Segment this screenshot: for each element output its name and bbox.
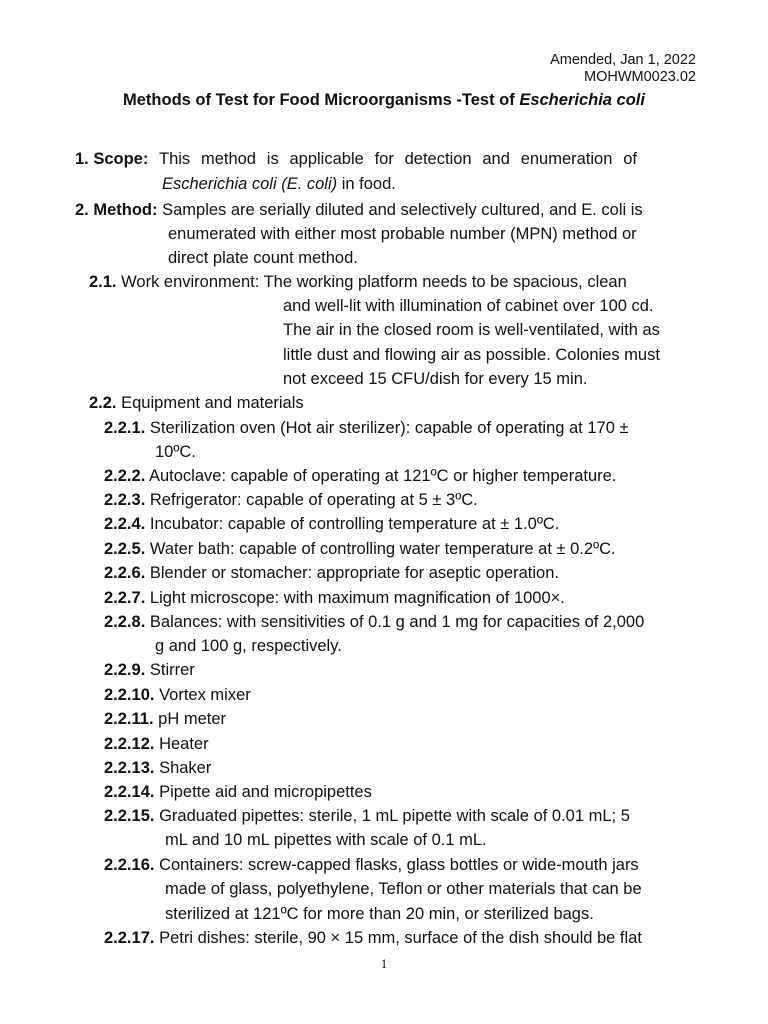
item-number: 2.2.3.	[104, 491, 146, 509]
page-title	[0, 91, 768, 110]
scope-line-1	[159, 150, 637, 169]
scope-word: of	[623, 150, 637, 168]
item-text: Balances: with sensitivities of 0.1 g and 1 mg for capacities of 2,000	[149, 613, 645, 631]
list-item	[104, 735, 209, 754]
section-2-1-line-5: not exceed 15 CFU/dish for every 15 min.	[283, 370, 588, 388]
scope-word: enumeration	[520, 150, 613, 168]
list-item	[104, 419, 629, 438]
item-number: 2.2.11.	[104, 710, 154, 728]
item-number: 2.2.16.	[104, 856, 155, 874]
item-continuation: g and 100 g, respectively.	[155, 637, 342, 655]
title-italic: Escherichia coli	[519, 91, 645, 109]
scope-word: detection	[404, 150, 472, 168]
list-item	[104, 661, 195, 680]
scope-word: and	[482, 150, 510, 168]
item-text: Containers: screw-capped flasks, glass bottles or wide-mouth jars	[159, 856, 639, 874]
item-number: 2.2.15.	[104, 807, 155, 825]
scope-word: applicable	[289, 150, 364, 168]
scope-organism: Escherichia coli (E. coli)	[162, 175, 338, 193]
list-item	[104, 589, 565, 608]
item-text: Shaker	[159, 759, 212, 777]
scope-label: 1. Scope:	[75, 150, 149, 168]
item-number: 2.2.17.	[104, 929, 155, 947]
section-2-1-line-4: little dust and flowing air as possible. Colonies must	[283, 346, 660, 364]
item-text: Graduated pipettes: sterile, 1 mL pipette with scale of 0.01 mL; 5	[159, 807, 630, 825]
item-number: 2.2.7.	[104, 589, 146, 607]
list-item	[104, 710, 226, 729]
item-continuation: 10ºC.	[155, 443, 196, 461]
item-text: Blender or stomacher: appropriate for aseptic operation.	[149, 564, 559, 582]
item-text: Heater	[159, 735, 209, 753]
list-item	[104, 807, 630, 826]
item-text: Autoclave: capable of operating at 121ºC or higher temperature.	[148, 467, 617, 485]
method-line-1: Samples are serially diluted and selectively cultured, and E. coli is	[162, 201, 643, 219]
list-item	[104, 467, 616, 486]
item-text: Vortex mixer	[159, 686, 251, 704]
method-section	[75, 201, 643, 220]
method-label: 2. Method:	[75, 201, 158, 219]
scope-line-2-text: in food.	[337, 175, 396, 193]
scope-section	[75, 150, 148, 169]
item-text: Water bath: capable of controlling water temperature at ± 0.2ºC.	[149, 540, 616, 558]
section-2-1-line-2: and well-lit with illumination of cabinet over 100 cd.	[283, 297, 654, 315]
item-number: 2.2.8.	[104, 613, 146, 631]
item-number: 2.2.2.	[104, 467, 146, 485]
list-item	[104, 491, 478, 510]
page-number: 1	[380, 956, 388, 971]
list-item	[104, 686, 251, 705]
item-number: 2.2.4.	[104, 515, 146, 533]
item-text: Incubator: capable of controlling temperature at ± 1.0ºC.	[149, 515, 560, 533]
section-2-2	[89, 394, 304, 413]
item-text: Petri dishes: sterile, 90 × 15 mm, surface of the dish should be flat	[159, 929, 642, 947]
list-item	[104, 856, 639, 875]
scope-line-2	[162, 175, 396, 194]
item-continuation: mL and 10 mL pipettes with scale of 0.1 mL.	[165, 831, 487, 849]
section-2-1-line-1: Work environment: The working platform needs to be spacious, clean	[121, 273, 627, 291]
section-2-2-title: Equipment and materials	[121, 394, 304, 412]
item-number: 2.2.1.	[104, 419, 146, 437]
list-item	[104, 929, 642, 948]
scope-word: This	[159, 150, 191, 168]
section-2-2-number: 2.2.	[89, 394, 117, 412]
item-continuation: sterilized at 121ºC for more than 20 min, or sterilized bags.	[165, 905, 594, 923]
item-number: 2.2.14.	[104, 783, 155, 801]
list-item	[104, 564, 559, 583]
item-number: 2.2.5.	[104, 540, 146, 558]
list-item	[104, 783, 372, 802]
list-item	[104, 515, 559, 534]
item-text: Refrigerator: capable of operating at 5 ± 3ºC.	[149, 491, 478, 509]
list-item	[104, 540, 616, 559]
method-line-2: enumerated with either most probable number (MPN) method or	[168, 225, 637, 243]
list-item	[104, 613, 644, 632]
document-code: MOHWM0023.02	[583, 69, 696, 85]
item-number: 2.2.10.	[104, 686, 155, 704]
section-2-1-line-3: The air in the closed room is well-ventilated, with as	[283, 321, 660, 339]
scope-word: for	[374, 150, 394, 168]
scope-word: is	[266, 150, 279, 168]
item-text: Pipette aid and micropipettes	[159, 783, 372, 801]
method-line-3: direct plate count method.	[168, 249, 358, 267]
item-text: Light microscope: with maximum magnification of 1000×.	[149, 589, 565, 607]
item-text: Sterilization oven (Hot air sterilizer): capable of operating at 170 ±	[149, 419, 629, 437]
item-continuation: made of glass, polyethylene, Teflon or other materials that can be	[165, 880, 642, 898]
section-2-1-number: 2.1.	[89, 273, 117, 291]
amended-date: Amended, Jan 1, 2022	[550, 52, 696, 68]
item-number: 2.2.9.	[104, 661, 146, 679]
item-number: 2.2.12.	[104, 735, 155, 753]
scope-word: method	[200, 150, 256, 168]
item-number: 2.2.13.	[104, 759, 155, 777]
item-text: pH meter	[158, 710, 227, 728]
list-item	[104, 759, 211, 778]
item-number: 2.2.6.	[104, 564, 146, 582]
title-main: Methods of Test for Food Microorganisms -Test of	[123, 91, 520, 109]
item-text: Stirrer	[149, 661, 195, 679]
section-2-1	[89, 273, 627, 292]
